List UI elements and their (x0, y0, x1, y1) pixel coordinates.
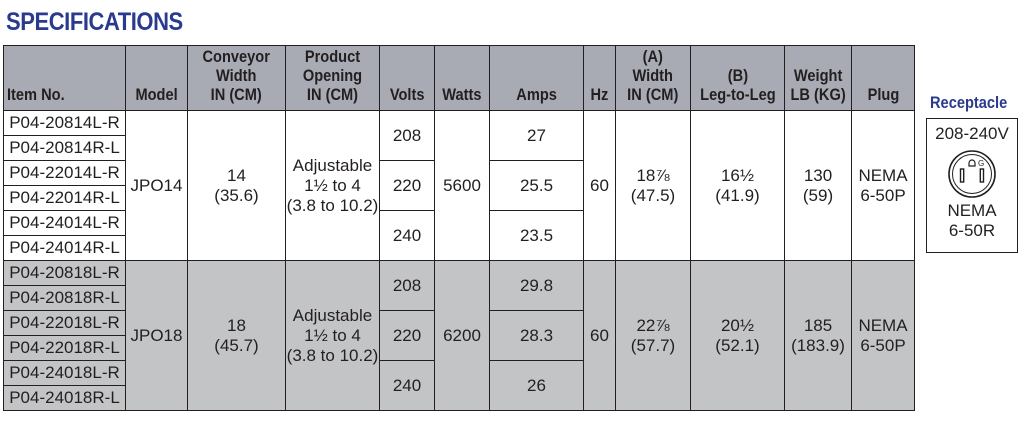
item-number: P04-24014R-L (4, 236, 126, 261)
item-number: P04-24018L-R (4, 361, 126, 386)
header-model: Model (126, 46, 188, 111)
header-amps: Amps (490, 46, 584, 111)
item-number: P04-20818R-L (4, 286, 126, 311)
weight-cell: 185 (183.9) (785, 261, 852, 411)
volts-cell: 240 (380, 211, 435, 261)
volts-cell: 240 (380, 361, 435, 411)
nema-6-50r-outlet-icon (947, 149, 997, 199)
ground-mark: G (978, 159, 985, 168)
a-width-cell: 22⅞ (57.7) (616, 261, 691, 411)
item-number: P04-24014L-R (4, 211, 126, 236)
volts-cell: 208 (380, 261, 435, 311)
hz-cell: 60 (584, 261, 616, 411)
conveyor-width-cell: 14 (35.6) (188, 111, 286, 261)
amps-cell: 25.5 (490, 161, 584, 211)
item-number: P04-20818L-R (4, 261, 126, 286)
item-number: P04-20814L-R (4, 111, 126, 136)
item-number: P04-22018R-L (4, 336, 126, 361)
receptacle-box (926, 118, 1018, 253)
amps-cell: 29.8 (490, 261, 584, 311)
product-opening-cell: Adjustable 1½ to 4 (3.8 to 10.2) (286, 261, 380, 411)
plug-cell: NEMA 6-50P (852, 111, 915, 261)
amps-cell: 26 (490, 361, 584, 411)
volts-cell: 220 (380, 161, 435, 211)
page-title: SPECIFICATIONS (6, 8, 183, 36)
group-jpo14 (4, 111, 915, 261)
table-row (4, 261, 915, 286)
item-number: P04-22014L-R (4, 161, 126, 186)
header-volts: Volts (380, 46, 435, 111)
header-hz: Hz (584, 46, 616, 111)
header-item-no: Item No. (4, 46, 126, 111)
item-number: P04-22014R-L (4, 186, 126, 211)
header-a-width: (A) Width IN (CM) (616, 46, 691, 111)
receptacle-title: Receptacle (930, 93, 1008, 112)
table-row (4, 111, 915, 136)
item-number: P04-22018L-R (4, 311, 126, 336)
b-leg-cell: 16½ (41.9) (691, 111, 785, 261)
header-b-leg-to-leg: (B) Leg-to-Leg (691, 46, 785, 111)
header-product-opening: Product Opening IN (CM) (286, 46, 380, 111)
item-number: P04-24018R-L (4, 386, 126, 411)
amps-cell: 23.5 (490, 211, 584, 261)
header-plug: Plug (852, 46, 915, 111)
watts-cell: 6200 (435, 261, 490, 411)
watts-cell: 5600 (435, 111, 490, 261)
model-cell: JPO18 (126, 261, 188, 411)
conveyor-width-cell: 18 (45.7) (188, 261, 286, 411)
item-number: P04-20814R-L (4, 136, 126, 161)
group-jpo18 (4, 261, 915, 411)
amps-cell: 27 (490, 111, 584, 161)
plug-cell: NEMA 6-50P (852, 261, 915, 411)
weight-cell: 130 (59) (785, 111, 852, 261)
model-cell: JPO14 (126, 111, 188, 261)
header-conveyor-width: Conveyor Width IN (CM) (188, 46, 286, 111)
header-weight: Weight LB (KG) (785, 46, 852, 111)
amps-cell: 28.3 (490, 311, 584, 361)
volts-cell: 208 (380, 111, 435, 161)
volts-cell: 220 (380, 311, 435, 361)
a-width-cell: 18⅞ (47.5) (616, 111, 691, 261)
hz-cell: 60 (584, 111, 616, 261)
header-row (4, 46, 915, 111)
receptacle-voltage: 208-240V (935, 124, 1009, 143)
specifications-table (3, 45, 915, 411)
product-opening-cell: Adjustable 1½ to 4 (3.8 to 10.2) (286, 111, 380, 261)
b-leg-cell: 20½ (52.1) (691, 261, 785, 411)
receptacle-name: NEMA 6-50R (947, 201, 997, 240)
header-watts: Watts (435, 46, 490, 111)
